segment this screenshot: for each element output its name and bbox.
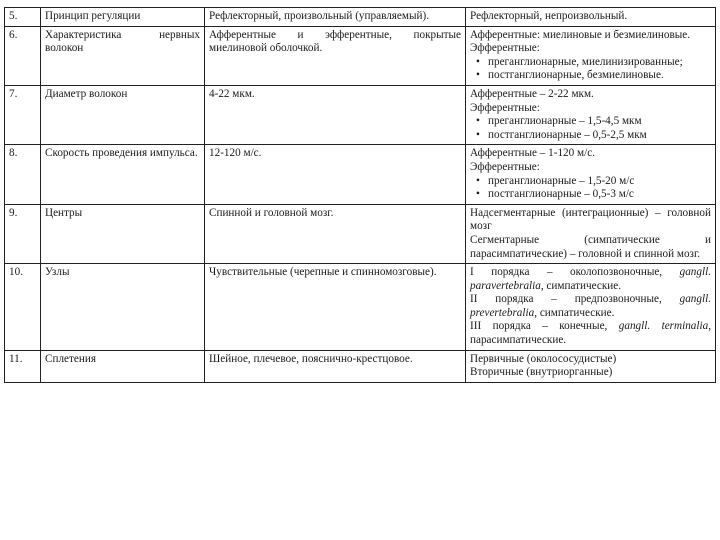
vegetative-line: Афферентные – 2-22 мкм. [470,87,594,100]
row-number: 10. [5,264,41,351]
vegetative-line: Эфферентные: [470,160,540,173]
somatic-cell: Спинной и головной мозг. [205,204,466,263]
vegetative-cell [466,204,716,263]
table-row [5,145,716,204]
row-feature: Скорость проведения импульса. [41,145,205,204]
table-row [5,85,716,144]
vegetative-line: Эфферентные: [470,42,540,55]
vegetative-line: Сегментарные (симпатические и парасимпатические) – головной и спинной мозг. [470,233,711,260]
bullet-item: • преганглионарные – 1,5-20 м/с [488,175,711,189]
table-row [5,264,716,351]
table-row [5,204,716,263]
ganglion-text: II порядка – предпозвоночные, [470,293,680,306]
vegetative-cell [466,26,716,85]
ganglion-text: I порядка – околопозвоночные, [470,266,680,279]
somatic-cell: Афферентные и эфферентные, покрытые миелиновой оболочкой. [205,26,466,85]
vegetative-cell [466,350,716,382]
somatic-cell: Шейное, плечевое, пояснично-крестцовое. [205,350,466,382]
comparison-table [4,7,716,383]
row-feature: Характеристика нервных волокон [41,26,205,85]
bullet-item: • постганглионарные – 0,5-2,5 мкм [488,129,711,143]
bullet-list [470,56,711,83]
row-feature: Узлы [41,264,205,351]
table-row [5,350,716,382]
latin-term: gangll. terminalia [618,320,709,333]
vegetative-line: Вторичные (внутриорганные) [470,366,613,379]
vegetative-cell [466,264,716,351]
somatic-cell: 4-22 мкм. [205,85,466,144]
vegetative-line: Эфферентные: [470,101,540,114]
ganglion-line [470,266,711,293]
latin-term: gangll. prevertebralia [470,293,711,319]
vegetative-cell: Рефлекторный, непроизвольный. [466,8,716,27]
table-row [5,8,716,27]
bullet-list [470,175,711,202]
somatic-cell: 12-120 м/с. [205,145,466,204]
row-feature: Принцип регуляции [41,8,205,27]
vegetative-line: Первичные (околососудистые) [470,352,617,365]
vegetative-cell [466,145,716,204]
ganglion-line [470,320,711,347]
ganglion-line [470,293,711,320]
row-feature: Сплетения [41,350,205,382]
latin-term: gangll. paravertebralia [470,266,711,292]
somatic-cell: Рефлекторный, произвольный (управляемый). [205,8,466,27]
row-number: 7. [5,85,41,144]
row-number: 8. [5,145,41,204]
bullet-item: • преганглионарные, миелинизированные; [488,56,711,70]
vegetative-line: Афферентные: миелиновые и безмиелиновые. [470,28,691,41]
somatic-cell: Чувствительные (черепные и спинномозговые). [205,264,466,351]
ganglion-text: III порядка – конечные, [470,320,619,333]
row-feature: Диаметр волокон [41,85,205,144]
vegetative-cell [466,85,716,144]
ganglion-text: , симпатические. [540,279,622,292]
vegetative-line: Афферентные – 1-120 м/с. [470,147,595,160]
row-number: 6. [5,26,41,85]
row-number: 5. [5,8,41,27]
bullet-item: • постганглионарные – 0,5-3 м/с [488,188,711,202]
bullet-item: • постганглионарные, безмиелиновые. [488,69,711,83]
bullet-list [470,115,711,142]
row-number: 11. [5,350,41,382]
bullet-item: • преганглионарные – 1,5-4,5 мкм [488,115,711,129]
row-number: 9. [5,204,41,263]
row-feature: Центры [41,204,205,263]
ganglion-text: , парасимпатические. [470,320,711,347]
table-row [5,26,716,85]
vegetative-line: Надсегментарные (интеграционные) – головной мозг [470,206,711,233]
ganglion-text: , симпатические. [534,306,615,319]
